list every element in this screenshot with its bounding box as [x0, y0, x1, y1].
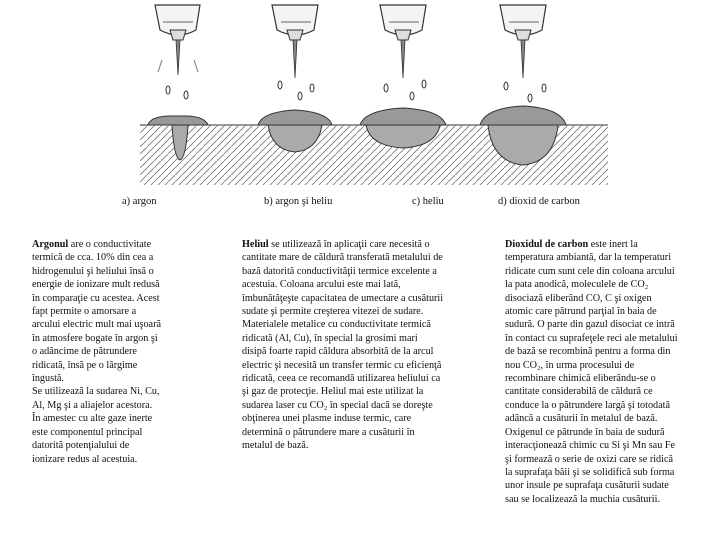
- argon-line: Se utilizează la sudarea Ni, Cu,: [32, 386, 160, 398]
- argon-line-1: Argonul are o conductivitate: [32, 239, 152, 250]
- co2-line: unor insule pe suprafaţa cusăturii sudate: [505, 480, 669, 492]
- co2-term: Dioxidul de carbon: [505, 239, 589, 250]
- helium-line: şi gaz de protecţie. Heliul mai este utilizat la: [242, 386, 424, 398]
- helium-line: acestuia. Coloana arcului este mai lată,: [242, 279, 401, 291]
- argon-line: în comparaţie cu acestea. Acest: [32, 292, 160, 304]
- co2-line: de bază se recombină pentru a forma din: [505, 346, 671, 358]
- helium-line: metalul de bază.: [242, 440, 309, 452]
- argon-line: ionizare redus al acestuia.: [32, 453, 138, 465]
- co2-line: ridicate cum sunt cele din coloana arcului: [505, 265, 675, 277]
- argon-column: [32, 238, 197, 466]
- co2-line: sudură. O parte din gazul disociat ce intră: [505, 319, 675, 331]
- argon-line: ridicată, însă pe o lărgime: [32, 359, 138, 371]
- argon-line: în atmosfere bogate în argon şi: [32, 332, 158, 344]
- argon-line: energie de ionizare mult redusă: [32, 279, 160, 291]
- co2-line: sau se localizează la muchia cusăturii.: [505, 493, 661, 505]
- helium-line: disipă foarte rapid căldura absorbită de la arcul: [242, 346, 434, 358]
- argon-line: o adâncime de pătrundere: [32, 346, 137, 358]
- helium-line: sudarea laser cu CO₂ în special dacă se doreşte: [242, 399, 433, 411]
- argon-line: Al, Mg şi a aliajelor acestora.: [32, 399, 153, 411]
- weld-pool-b: [258, 110, 332, 125]
- co2-line: nou CO₂, în urma procesului de: [505, 359, 635, 371]
- co2-line: la pata anodică, moleculele de CO₂: [505, 279, 649, 291]
- co2-line: conduce la o pătrundere largă şi totodată: [505, 399, 671, 411]
- co2-column: [505, 238, 713, 506]
- helium-line: cantitate mare de căldură transferată metalului de: [242, 252, 443, 264]
- co2-line: disociază eliberând CO, C şi oxigen: [505, 292, 652, 304]
- helium-line: ridicată (Al, Cu), în special la grosimi mari: [242, 332, 418, 344]
- torch-d-icon: [480, 5, 566, 165]
- argon-line: îngustă.: [32, 373, 64, 385]
- weld-pool-d: [480, 106, 566, 125]
- co2-line-1: Dioxidul de carbon este inert la: [505, 239, 638, 250]
- co2-line: la suprafaţa băii şi se solidifică sub forma: [505, 466, 675, 478]
- helium-line: electric şi necesită un transfer termic cu eficienţă: [242, 359, 442, 371]
- argon-line: hidrogenului şi heliului însă o: [32, 265, 154, 277]
- co2-line: şi formează o serie de oxizi care se ridică: [505, 453, 674, 465]
- torch-b-icon: [258, 5, 332, 152]
- weld-pool-a: [148, 116, 208, 125]
- caption-argon-helium: b) argon şi heliu: [264, 196, 333, 207]
- co2-line: temperatura ambiantă, dar la temperaturi: [505, 252, 672, 264]
- helium-line: bază datorită conductivităţii termice excelente a: [242, 265, 437, 277]
- helium-line: ridicată, ceea ce recomandă utilizarea heliului ca: [242, 373, 441, 385]
- helium-line: obţinerea unei plasme induse termic, care: [242, 413, 412, 425]
- argon-line: fapt permite o amorsare a: [32, 306, 137, 318]
- helium-line: îmbunătăţeşte capacitatea de umectare a cusăturii: [242, 292, 444, 304]
- co2-line: în contact cu suprafeţele reci ale metalului: [505, 332, 678, 344]
- co2-line: Oxigenul ce pătrunde în baia de sudură: [505, 426, 665, 438]
- helium-line: determină o pătrundere mare a cusăturii în: [242, 426, 415, 438]
- co2-line: cantitate considerabilă de căldură ce: [505, 386, 653, 398]
- welding-gas-figure: [0, 0, 720, 190]
- argon-line: arcului electric mult mai uşoară: [32, 319, 161, 331]
- co2-line: recombinare chimică eliberându-se o: [505, 373, 656, 385]
- caption-co2: d) dioxid de carbon: [498, 196, 580, 207]
- co2-line: atomic care pătrund parţial în baia de: [505, 306, 657, 318]
- helium-line: sudate şi permite creşterea vitezei de sudare.: [242, 306, 424, 318]
- co2-line: interacţionează chimic cu Si şi Mn sau Fe: [505, 440, 676, 452]
- helium-line: Materialele metalice cu conductivitate termică: [242, 319, 431, 331]
- caption-helium: c) heliu: [412, 196, 444, 207]
- torch-c-icon: [360, 5, 446, 148]
- argon-line: În amestec cu alte gaze inerte: [32, 413, 153, 425]
- helium-term: Heliul: [242, 239, 269, 250]
- co2-line: adâncă a cusăturii în metalul de bază.: [505, 413, 658, 425]
- helium-line-1: Heliul se utilizează în aplicaţii care necesită o: [242, 239, 430, 250]
- argon-line: termică de cca. 10% din cea a: [32, 252, 154, 264]
- argon-term: Argonul: [32, 239, 69, 250]
- argon-line: este componentul principal: [32, 426, 143, 438]
- weld-pool-c: [360, 108, 446, 125]
- argon-line: datorită potenţialului de: [32, 440, 130, 452]
- helium-column: [242, 238, 476, 453]
- caption-argon: a) argon: [122, 196, 157, 207]
